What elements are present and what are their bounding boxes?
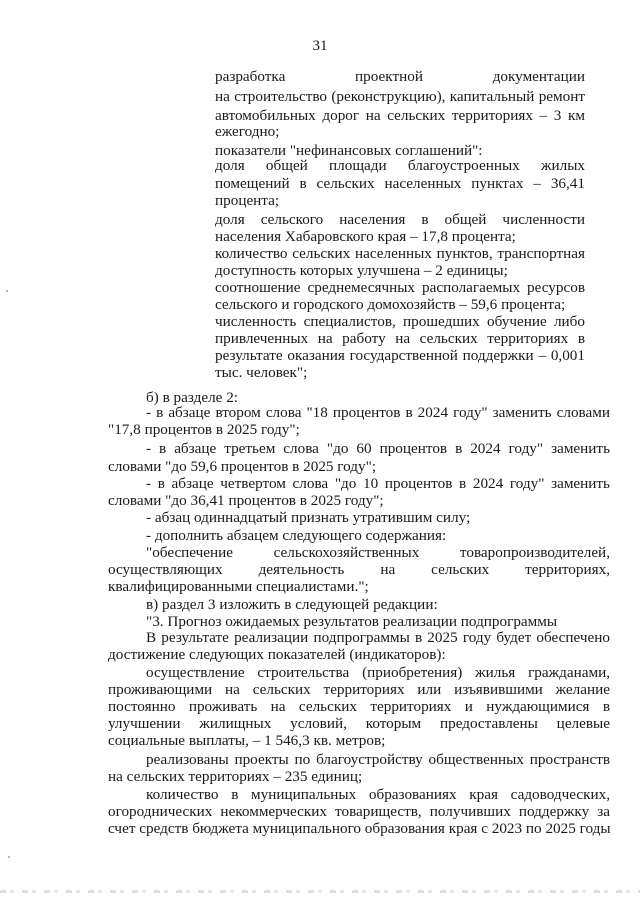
section-b-heading: б) в разделе 2: [146, 389, 239, 406]
indented-text-line: сельского и городского домохозяйств – 59,6 процента; [215, 296, 566, 313]
amendment-line: словами "до 59,6 процентов в 2025 году"; [108, 458, 377, 475]
quoted-paragraph-line: осуществляющих деятельность на сельских территориях, [108, 561, 610, 578]
indented-text-line: доля общей площади благоустроенных жилых [215, 157, 585, 174]
indented-text-line: количество сельских населенных пунктов, транспортная [215, 245, 585, 262]
indented-text-line: соотношение среднемесячных располагаемых ресурсов [215, 279, 585, 296]
amendment-line: - в абзаце втором слова "18 процентов в 2024 году" заменить словами [146, 404, 610, 421]
body-line: достижение следующих показателей (индикаторов): [108, 646, 446, 663]
page-number: 31 [312, 38, 328, 54]
scan-edge-artifact [0, 890, 640, 893]
body-line: огороднических некоммерческих товариществ, получивших поддержку за [108, 803, 610, 820]
amendment-line: - в абзаце четвертом слова "до 10 процентов в 2024 году" заменить [146, 475, 610, 492]
indented-text-line: доля сельского населения в общей численности [215, 211, 585, 228]
indented-text-line: на строительство (реконструкцию), капитальный ремонт [215, 88, 585, 105]
scan-speck [8, 856, 10, 858]
indented-text-line: помещений в сельских населенных пунктах – 36,41 [215, 175, 585, 192]
section-3-title: "3. Прогноз ожидаемых результатов реализации подпрограммы [146, 613, 558, 630]
indented-text-line: тыс. человек"; [215, 364, 308, 381]
body-line: реализованы проекты по благоустройству общественных пространств [146, 751, 610, 768]
amendment-line: "17,8 процентов в 2025 году"; [108, 421, 300, 438]
body-line: В результате реализации подпрограммы в 2025 году будет обеспечено [146, 629, 610, 646]
quoted-paragraph-line: "обеспечение сельскохозяйственных товаропроизводителей, [146, 544, 610, 561]
body-line: на сельских территориях – 235 единиц; [108, 768, 363, 785]
quoted-paragraph-line: квалифицированными специалистами."; [108, 578, 369, 595]
body-line: социальные выплаты, – 1 546,3 кв. метров; [108, 732, 386, 749]
body-line: постоянно проживать на сельских территориях и нуждающимися в [108, 698, 610, 715]
amendment-line: - дополнить абзацем следующего содержания: [146, 527, 447, 544]
body-line: проживающими на сельских территориях или изъявившими желание [108, 681, 610, 698]
amendment-line: - абзац одиннадцатый признать утратившим силу; [146, 509, 471, 526]
indented-text-line: доступность которых улучшена – 2 единицы; [215, 262, 508, 279]
indented-text-line: процента; [215, 192, 280, 209]
amendment-line: - в абзаце третьем слова "до 60 процентов в 2024 году" заменить [146, 440, 610, 457]
amendment-line: словами "до 36,41 процентов в 2025 году"; [108, 492, 384, 509]
indented-text-line: разработка проектной документации [215, 68, 585, 85]
indented-text-line: привлеченных на работу на сельских территориях в [215, 330, 585, 347]
section-v-heading: в) раздел 3 изложить в следующей редакции: [146, 596, 438, 613]
indented-text-line: ежегодно; [215, 123, 280, 140]
body-line: счет средств бюджета муниципального образования края с 2023 по 2025 годы [108, 820, 611, 837]
indented-text-line: результате оказания государственной поддержки – 0,001 [215, 347, 585, 364]
body-line: улучшении жилищных условий, которым предоставлены целевые [108, 715, 610, 732]
scan-speck [6, 290, 8, 292]
indented-text-line: численность специалистов, прошедших обучение либо [215, 313, 585, 330]
body-line: осуществление строительства (приобретения) жилья гражданами, [146, 664, 610, 681]
body-line: количество в муниципальных образованиях края садоводческих, [146, 786, 610, 803]
indented-text-line: населения Хабаровского края – 17,8 процента; [215, 228, 516, 245]
indented-text-line: показатели "нефинансовых соглашений": [215, 142, 483, 159]
indented-text-line: автомобильных дорог на сельских территориях – 3 км [215, 107, 585, 124]
